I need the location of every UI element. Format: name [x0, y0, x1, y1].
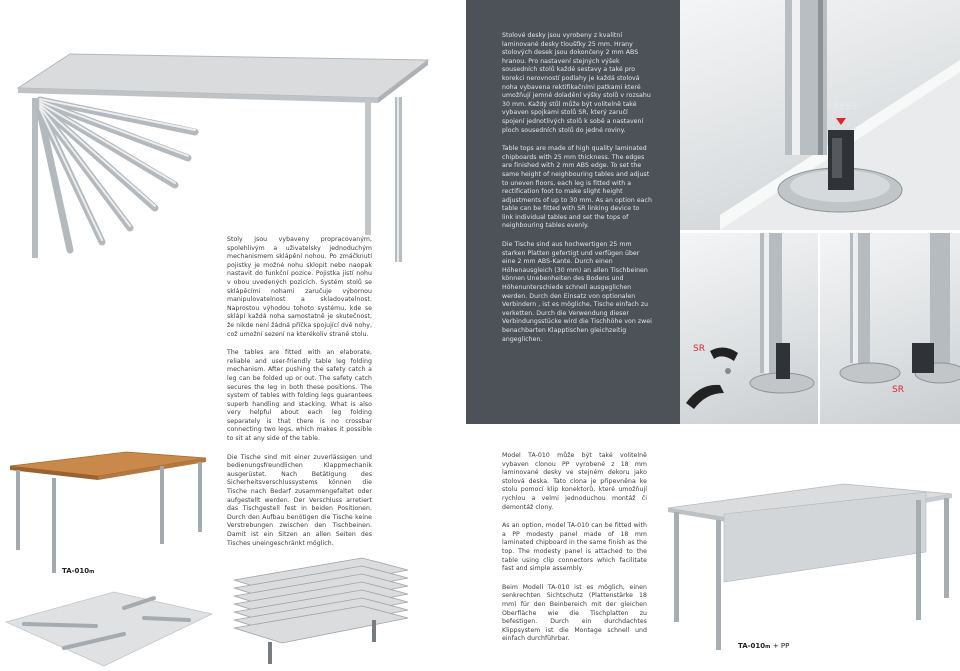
stacked-tables-image — [232, 550, 410, 668]
model-sub: m — [89, 569, 95, 575]
model-label-right — [738, 642, 789, 650]
sr-connector-photo-left — [680, 233, 818, 424]
dark-text-panel — [466, 0, 680, 424]
model-suffix-right: + PP — [772, 642, 790, 650]
left-text-de: Die Tische sind mit einer zuverlässigen und bedienungsfreundlichen Klappmechanik ausgerüstet. Nach Betätigung des Sicherheitsverschlussystems können die Tische nach Bedarf zusammengefaltet oder aufgestellt werden. Der Verschluss arretiert das Tischgestell fest in beiden Positionen. Durch den Aufbau benötigen die Tische keine Verstrebungen zwischen den Tischbeinen. Damit ist ein Sitzen an allen Seiten des Tisches uneingeschränkt möglich. — [227, 453, 372, 547]
dark-text-en: Table tops are made of high quality laminated chipboards with 25 mm thickness. The edges are finished with 2 mm ABS edge. To set the same height of neighbouring tables and adjust to uneven floors, each leg is fitted with a rectification foot to make slight height adjustments of up to 30 mm. As an option each table can be fitted with SR linking device to link individual tables and set the tops of neighbouring tables evenly. — [502, 145, 652, 230]
sr-label-2: SR — [892, 385, 904, 395]
model-sub-right: m — [765, 644, 771, 650]
folded-table-image — [4, 590, 214, 668]
press-label: PRESS — [828, 102, 858, 112]
right-text-en: As an option, model TA-010 can be fitted with a PP modesty panel made of 18 mm laminated chipboard in the same finish as the top. The modesty panel is attached to the table using clip connectors which facilitate fast and simple assembly. — [502, 522, 647, 573]
right-text-cz: Model TA-010 může být také volitelně vybaven clonou PP vyrobené z 18 mm laminované desky ve stejném dekoru jako stolová deska. Tato clona je připevněna ke stolu pomocí klip konektorů, které umožňují rychlou a velmi jednoduchou montáž či demontáž clony. — [502, 452, 647, 511]
left-text-en: The tables are fitted with an elaborate, reliable and user-friendly table leg folding mechanism. After pushing the safety catch a leg can be folded up or out. The safety catch secures the leg in both these positions. The system of tables with folding legs guarantees superb handling and stacking. What is also very helpful about each leg folding separately is that there is no crossbar connecting two legs, which makes it possible to sit at any side of the table. — [227, 349, 372, 443]
model-label-left — [62, 567, 94, 575]
model-name: TA-010 — [62, 567, 90, 575]
sr-label-1: SR — [693, 344, 705, 354]
table-with-modesty-panel-image — [664, 482, 956, 652]
dark-text-de: Die Tische sind aus hochwertigen 25 mm starken Platten gefertigt und verfügen über eine 2 mm ABS-Kante. Durch einen Höhenausgleich (30 mm) an allen Tischbeinen können Unebenheiten des Bodens und Höhenunterschiede schnell ausgeglichen werden. Durch den Einsatz von optionalen Verbindern , ist es mögliche, Tische einfach zu verketten. Durch die Verwendung dieser Verbindungsstücke wird die Tischhöhe von zwei benachbarten Klapptischen gleichzeitig angeglichen. — [502, 241, 652, 343]
press-mechanism-photo — [680, 0, 960, 230]
beech-table-image — [6, 448, 211, 578]
sr-connector-photo-right — [820, 233, 960, 424]
dark-text-cz: Stolové desky jsou vyrobeny z kvalitní laminované desky tloušťky 25 mm. Hrany stolových desek jsou dokončeny 2 mm ABS hranou. Pro nastavení stejných výšek sousedních stolů každé sestavy a také pro korekci nerovností podlahy je každá stolová noha vybavena rektifikačními patkami které umožňují jemné doladění výšky stolů v rozsahu 30 mm. Každý stůl může být volitelně také vybaven spojkami stolů SR, který zaručí spojení jednotlivých stolů k sobě a nastavení ploch sousedních stolů do jedné roviny. — [502, 32, 651, 134]
right-text-de: Beim Modell TA-010 ist es möglich, einen senkrechten Sichtschutz (Plattenstärke 18 mm) für den Beinbereich mit der gleichen Oberfläche wie die Tischplatten zu befestigen. Durch ein durchdachtes Klippsystem ist die Montage schnell und einfach durchführbar. — [502, 583, 647, 643]
left-text-cz: Stoly jsou vybaveny propracovaným, spolehlivým a uživatelsky jednoduchým mechanismem sklápění nohou. Po zmáčknutí pojistky je možné nohu sklopit nebo naopak nastavit do funkční pozice. Pojistka jistí nohu v obou uvedených pozicích. Systém stolů se sklápěcími nohami zaručuje výbornou manipulovatelnost a skladovatelnost. Naprostou výhodou tohoto systému, kde se sklápí každá noha samostatně je skutečnost, že nikde není žádná příčka spojující dvě nohy, což umožní sezení na kterékoliv straně stolu. — [227, 236, 372, 338]
model-name-right: TA-010 — [738, 642, 766, 650]
